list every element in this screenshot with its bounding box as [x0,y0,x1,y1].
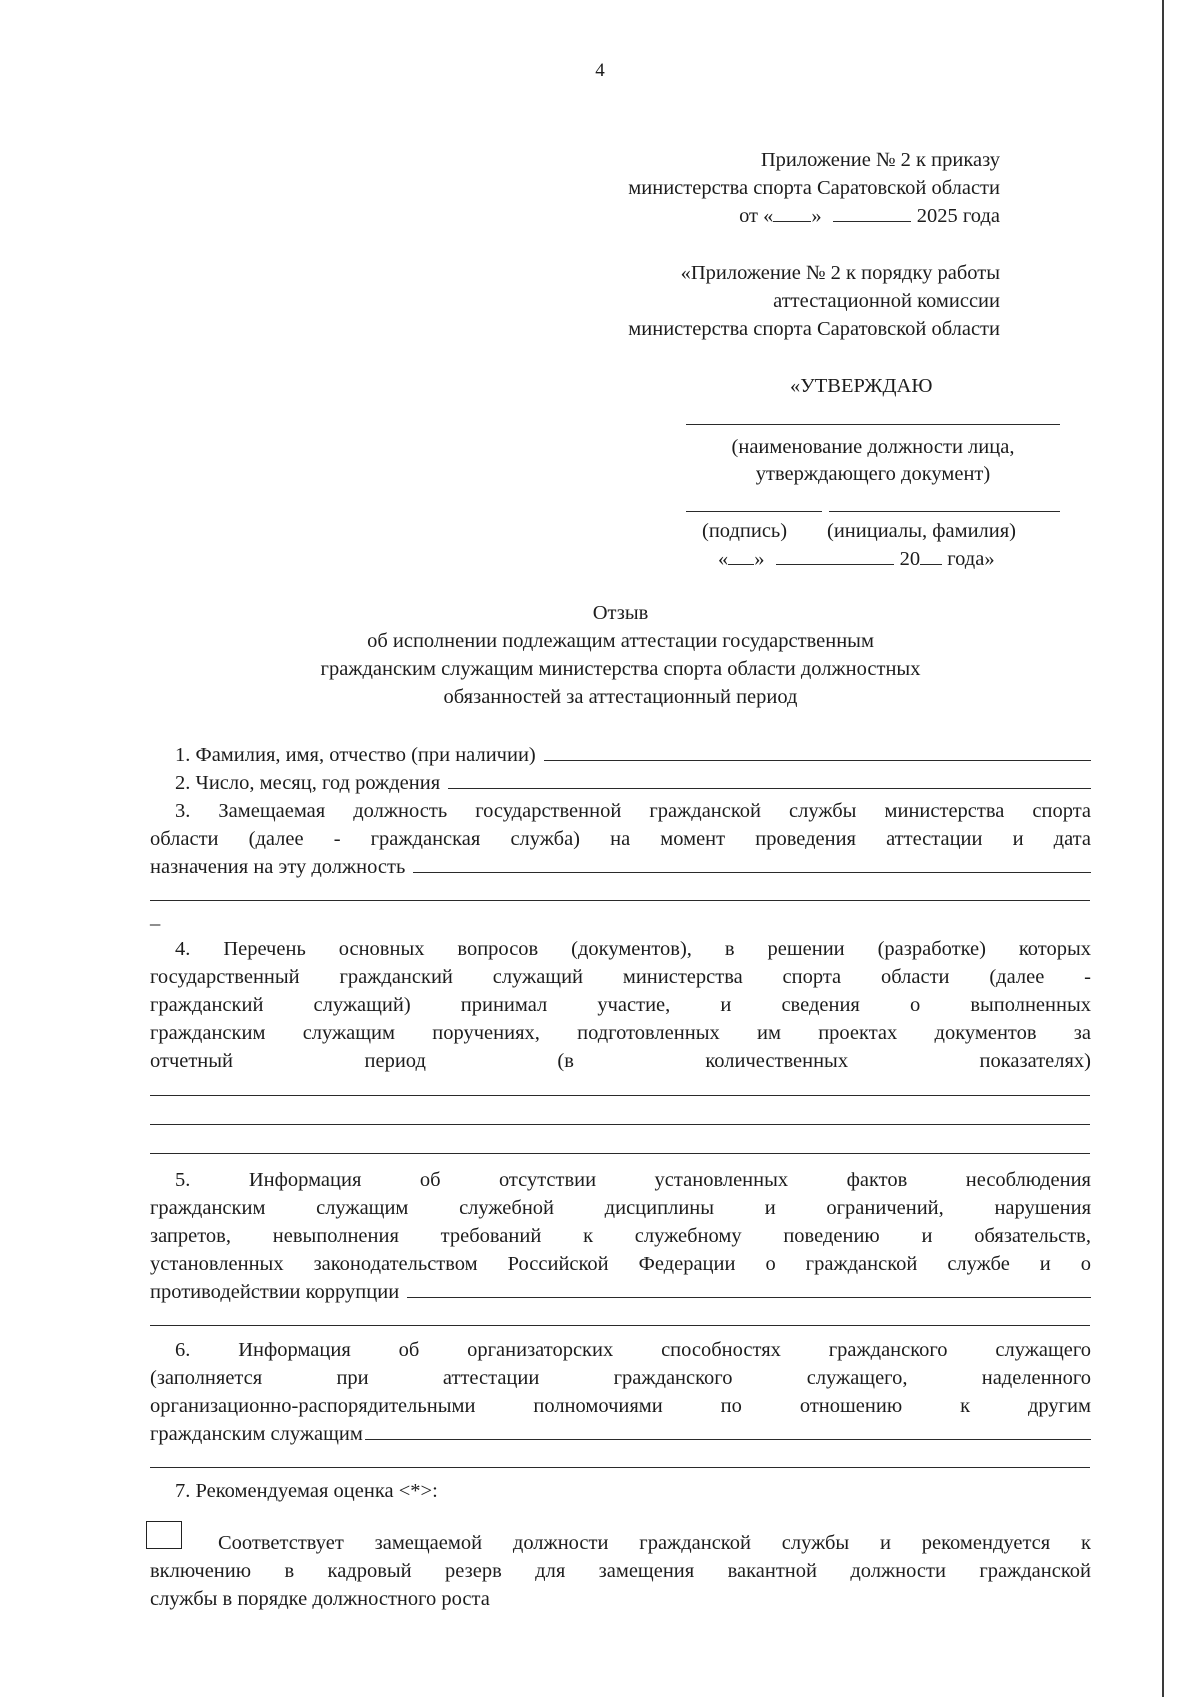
item-3-row [150,854,1091,880]
item-6-line-2: (заполняется при аттестации гражданского служащего, наделенного [150,1367,1091,1389]
item-1-label: 1. Фамилия, имя, отчество (при наличии) [175,744,536,766]
item-6-answer-line[interactable] [150,1467,1090,1468]
item-4-line-3: гражданский служащий) принимал участие, и сведения о выполненных [150,994,1091,1016]
item-4-line-2: государственный гражданский служащий министерства спорта области (далее - [150,966,1091,988]
order-line-2: аттестационной комиссии [773,290,1000,312]
approval-date-close: » [754,548,765,570]
item-5-line-2: гражданским служащим служебной дисциплины и ограничений, нарушения [150,1197,1091,1219]
approver-position-line[interactable] [686,424,1060,425]
item-2-label: 2. Число, месяц, год рождения [175,772,441,794]
option-1-line-2: включению в кадровый резерв для замещения вакантной должности гражданской [150,1560,1091,1582]
item-3-line-1: 3. Замещаемая должность государственной гражданской службы министерства спорта [175,800,1091,822]
approval-year-prefix: 20 [899,548,921,570]
item-5-line-4: установленных законодательством Российской Федерации о гражданской службе и о [150,1253,1091,1275]
item-5-field[interactable] [407,1279,1091,1298]
appendix-month-blank[interactable] [833,203,911,222]
item-4-answer-line-3[interactable] [150,1153,1090,1154]
item-6-line-1: 6. Информация об организаторских способностях гражданского служащего [175,1339,1091,1361]
doc-title: Отзыв [592,602,649,624]
item-4-line-4: гражданским служащим поручениях, подготовленных им проектах документов за [150,1022,1091,1044]
page-number: 4 [595,60,605,81]
approval-month-blank[interactable] [776,546,894,565]
item-3-line-2: области (далее - гражданская служба) на момент проведения аттестации и дата [150,828,1091,850]
doc-subtitle-1: об исполнении подлежащим аттестации государственным [367,630,874,652]
signature-caption: (подпись) [702,520,788,542]
page-edge-line [1162,0,1164,1697]
approver-position-caption-2: утверждающего документ) [755,463,991,485]
position-field[interactable] [413,854,1091,873]
appendix-date [739,203,1000,229]
appendix-line-1: Приложение № 2 к приказу [760,149,1000,171]
option-1-line-3: службы в порядке должностного роста [150,1588,490,1610]
approval-title: «УТВЕРЖДАЮ [790,375,933,397]
item-5-line-5: противодействии коррупции [150,1281,400,1303]
option-1-checkbox[interactable] [146,1521,182,1549]
item-7-label: 7. Рекомендуемая оценка <*>: [175,1480,438,1502]
appendix-day-blank[interactable] [773,203,811,222]
order-line-3: министерства спорта Саратовской области [628,318,1000,340]
name-caption: (инициалы, фамилия) [827,520,1016,542]
position-field-continued[interactable] [150,900,1090,901]
approver-signature-line[interactable] [686,511,822,512]
item-4-line-1: 4. Перечень основных вопросов (документов), в решении (разработке) которых [175,938,1091,960]
option-1-line-1: Соответствует замещаемой должности гражданской службы и рекомендуется к [218,1532,1091,1554]
item-3-dash: _ [150,906,161,928]
item-6-line-3: организационно-распорядительными полномочиями по отношению к другим [150,1395,1091,1417]
item-6-field[interactable] [365,1421,1091,1440]
item-5-line-1: 5. Информация об отсутствии установленных фактов несоблюдения [175,1169,1091,1191]
approval-date-open: « [718,548,729,570]
birth-date-field[interactable] [448,770,1091,789]
appendix-line-2: министерства спорта Саратовской области [628,177,1000,199]
item-5-answer-line[interactable] [150,1325,1090,1326]
item-3-line-3: назначения на эту должность [150,856,406,878]
approval-day-blank[interactable] [728,546,754,565]
item-2-row [175,770,1091,796]
approval-year-blank[interactable] [920,546,942,565]
item-6-line-4: гражданским служащим [150,1423,363,1445]
item-4-answer-line-2[interactable] [150,1124,1090,1125]
appendix-date-prefix: от « [739,205,774,227]
approval-year-suffix: года» [942,548,995,570]
doc-subtitle-3: обязанностей за аттестационный период [443,686,798,708]
item-4-answer-line-1[interactable] [150,1095,1090,1096]
approver-position-caption-1: (наименование должности лица, [731,436,1015,458]
item-4-line-5: отчетный период (в количественных показателях) [150,1050,1091,1072]
item-6-row [150,1421,1091,1447]
approver-name-line[interactable] [829,511,1060,512]
item-5-row [150,1279,1091,1305]
item-5-line-3: запретов, невыполнения требований к служебному поведению и обязательств, [150,1225,1091,1247]
doc-subtitle-2: гражданским служащим министерства спорта области должностных [320,658,921,680]
approval-date [718,546,995,572]
full-name-field[interactable] [544,742,1091,761]
appendix-date-mid: » [811,205,822,227]
item-1-row [175,742,1091,768]
appendix-date-year: 2025 года [916,205,1000,227]
order-line-1: «Приложение № 2 к порядку работы [680,262,1000,284]
